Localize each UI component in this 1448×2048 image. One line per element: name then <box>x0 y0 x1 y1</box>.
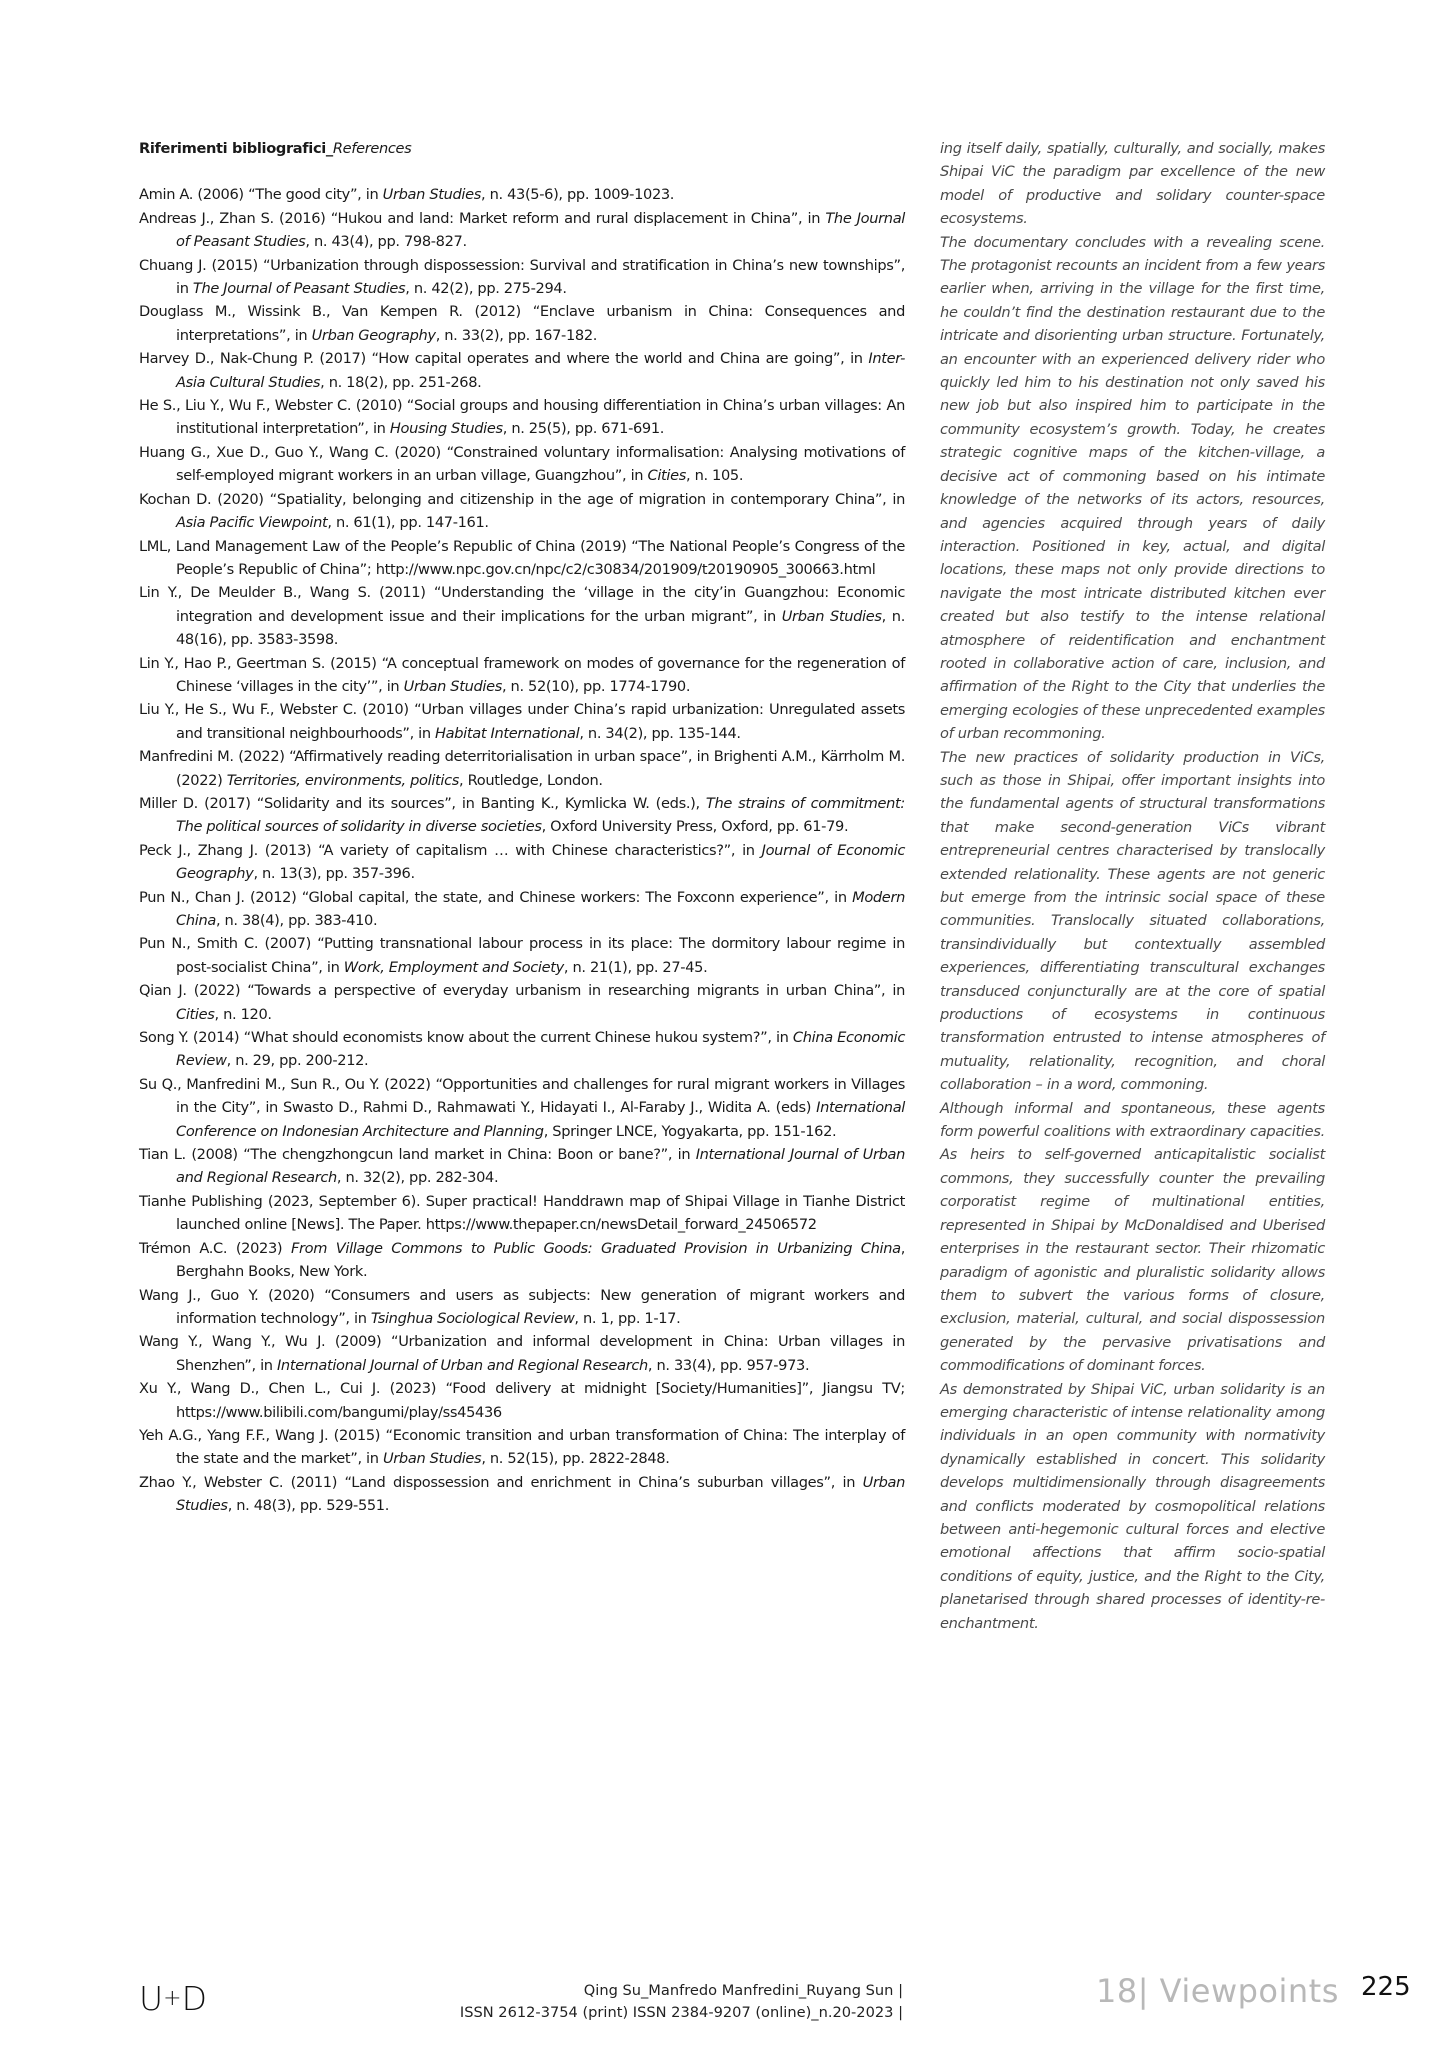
essay-paragraph: Although informal and spontaneous, these agents form powerful coalitions with extraordinary capacities. As heirs to self-governed anticapitalistic socialist commons, they successfully counter the prevailing corporatist regime of multinational entities, represented in Shipai by McDonaldised and Uberised enterprises in the restaurant sector. Their rhizomatic paradigm of agonistic and pluralistic solidarity allows them to subvert the various forms of closure, exclusion, material, cultural, and social dispossession generated by the pervasive privatisations and commodifications of dominant forces. <box>940 1099 1325 1375</box>
essay-paragraph: The documentary concludes with a revealing scene. The protagonist recounts an incident from a few years earlier when, arriving in the village for the first time, he couldn’t find the destination restaurant due to the intricate and disorienting urban structure. Fortunately, an encounter with an experienced delivery rider who quickly led him to his destination not only saved his new job but also inspired him to participate in the community ecosystem’s growth. Today, he creates strategic cognitive maps of the kitchen-village, a decisive act of commoning based on his intimate knowledge of the networks of its actors, resources, and agencies acquired through years of daily interaction. Positioned in key, actual, and digital locations, these maps not only provide directions to navigate the most intricate distributed kitchen ever created but also testify to the intense relational atmosphere of reidentification and enchantment rooted in collaborative action of care, inclusion, and affirmation of the Right to the City that underlies the emerging ecologies of these unprecedented examples of urban recommoning. <box>940 233 1325 743</box>
footer-issn: ISSN 2612-3754 (print) ISSN 2384-9207 (online)_n.20-2023 | <box>459 2004 903 2021</box>
reference-item: Zhao Y., Webster C. (2011) “Land dispossession and enrichment in China’s suburban villages”, in Urban Studies, n. 48(3), pp. 529-551. <box>139 1473 905 1515</box>
reference-item: Peck J., Zhang J. (2013) “A variety of capitalism … with Chinese characteristics?”, in Journal of Economic Geography, n. 13(3), pp. 357-396. <box>139 841 905 883</box>
reference-item: Song Y. (2014) “What should economists know about the current Chinese hukou system?”, in China Economic Review, n. 29, pp. 200-212. <box>139 1029 905 1070</box>
essay-paragraph: ing itself daily, spatially, culturally, and socially, makes Shipai ViC the paradigm par excellence of the new model of productive and solidary counter-space ecosystems. <box>940 140 1325 228</box>
references-heading: Riferimenti bibliografici_References <box>139 140 412 157</box>
reference-item: Huang G., Xue D., Guo Y., Wang C. (2020) “Constrained voluntary informalisation: Analysing motivations of self-employed migrant workers in an urban village, Guangzhou”, in Cities, n. 105. <box>139 443 905 485</box>
journal-logo: U + D <box>139 1978 208 2018</box>
reference-item: Trémon A.C. (2023) From Village Commons to Public Goods: Graduated Provision in Urbanizing China, Berghahn Books, New York. <box>139 1239 906 1281</box>
essay-paragraph: As demonstrated by Shipai ViC, urban solidarity is an emerging characteristic of intense relationality among individuals in an open community with normativity dynamically established in concert. This solidarity develops multidimensionally through disagreements and conflicts moderated by cosmopolitical relations between anti-hegemonic cultural forces and elective emotional affections that affirm socio-spatial conditions of equity, justice, and the Right to the City, planetarised through shared processes of identity-re-enchantment. <box>940 1380 1325 1632</box>
reference-item: Douglass M., Wissink B., Van Kempen R. (2012) “Enclave urbanism in China: Consequences and interpretations”, in Urban Geography, n. 33(2), pp. 167-182. <box>139 303 905 344</box>
reference-item: Tianhe Publishing (2023, September 6). Super practical! Handdrawn map of Shipai Village in Tianhe District launched online [News]. The Paper. https://www.thepaper.cn/newsDetail_forward_24506572 <box>139 1192 905 1234</box>
references-column <box>139 137 905 1518</box>
reference-item: LML, Land Management Law of the People’s Republic of China (2019) “The National People’s Congress of the People’s Republic of China”; http://www.npc.gov.cn/npc/c2/c30834/201909/t20190905_300663.html <box>139 537 905 578</box>
reference-item: Amin A. (2006) “The good city”, in Urban Studies, n. 43(5-6), pp. 1009-1023. <box>139 186 675 204</box>
reference-item: Kochan D. (2020) “Spatiality, belonging and citizenship in the age of migration in contemporary China”, in Asia Pacific Viewpoint, n. 61(1), pp. 147-161. <box>139 490 905 532</box>
reference-item: Lin Y., Hao P., Geertman S. (2015) “A conceptual framework on modes of governance for the regeneration of Chinese ‘villages in the city’”, in Urban Studies, n. 52(10), pp. 1774-1790. <box>139 654 905 695</box>
reference-item: Lin Y., De Meulder B., Wang S. (2011) “Understanding the ‘village in the city’in Guangzhou: Economic integration and development issue and their implications for the urban migrant”, in Urban Studies, n. 48(16), pp. 3583-3598. <box>139 584 905 649</box>
section-label: 18| Viewpoints <box>1096 1972 1339 2010</box>
reference-item: Su Q., Manfredini M., Sun R., Ou Y. (2022) “Opportunities and challenges for rural migrant workers in Villages in the City”, in Swasto D., Rahmi D., Rahmawati Y., Hidayati I., Al-Faraby J., Widita A. (eds) International Conference on Indonesian Architecture and Planning, Springer LNCE, Yogyakarta, pp. 151-162. <box>139 1075 905 1140</box>
reference-item: Miller D. (2017) “Solidarity and its sources”, in Banting K., Kymlicka W. (eds.), The strains of commitment: The political sources of solidarity in diverse societies, Oxford University Press, Oxford, pp. 61-79. <box>139 794 905 836</box>
reference-item: Xu Y., Wang D., Chen L., Cui J. (2023) “Food delivery at midnight [Society/Humanities]”, Jiangsu TV; https://www.bilibili.com/bangumi/play/ss45436 <box>139 1380 905 1421</box>
reference-item: Yeh A.G., Yang F.F., Wang J. (2015) “Economic transition and urban transformation of China: The interplay of the state and the market”, in Urban Studies, n. 52(15), pp. 2822-2848. <box>139 1426 905 1468</box>
reference-item: He S., Liu Y., Wu F., Webster C. (2010) “Social groups and housing differentiation in China’s urban villages: An institutional interpretation”, in Housing Studies, n. 25(5), pp. 671-691. <box>139 397 905 438</box>
reference-item: Pun N., Chan J. (2012) “Global capital, the state, and Chinese workers: The Foxconn experience”, in Modern China, n. 38(4), pp. 383-410. <box>139 888 905 929</box>
reference-item: Wang Y., Wang Y., Wu J. (2009) “Urbanization and informal development in China: Urban villages in Shenzhen”, in International Journal of Urban and Regional Research, n. 33(4), pp. 957-973. <box>139 1333 905 1374</box>
reference-item: Harvey D., Nak-Chung P. (2017) “How capital operates and where the world and China are going”, in Inter-Asia Cultural Studies, n. 18(2), pp. 251-268. <box>139 350 905 391</box>
reference-item: Qian J. (2022) “Towards a perspective of everyday urbanism in researching migrants in urban China”, in Cities, n. 120. <box>139 982 905 1023</box>
footer-authors: Qing Su_Manfredo Manfredini_Ruyang Sun | <box>583 1982 903 1999</box>
footer-info <box>303 1980 903 2024</box>
essay-column <box>940 137 1325 1635</box>
reference-item: Andreas J., Zhan S. (2016) “Hukou and land: Market reform and rural displacement in China”, in The Journal of Peasant Studies, n. 43(4), pp. 798-827. <box>139 209 905 251</box>
essay-paragraph: The new practices of solidarity production in ViCs, such as those in Shipai, offer important insights into the fundamental agents of structural transformations that make second-generation ViCs vibrant entrepreneurial centres characterised by translocally extended relationality. These agents are not generic but emerge from the intrinsic social space of these communities. Translocally situated collaborations, transindividually but contextually assembled experiences, differentiating transcultural exchanges transduced conjuncturally are at the core of spatial productions of ecosystems in continuous transformation entrusted to intense atmospheres of mutuality, relationality, recognition, and choral collaboration – in a word, commoning. <box>940 748 1325 1094</box>
reference-item: Tian L. (2008) “The chengzhongcun land market in China: Boon or bane?”, in International Journal of Urban and Regional Research, n. 32(2), pp. 282-304. <box>139 1146 905 1187</box>
reference-item: Pun N., Smith C. (2007) “Putting transnational labour process in its place: The dormitory labour regime in post-socialist China”, in Work, Employment and Society, n. 21(1), pp. 27-45. <box>139 935 905 976</box>
reference-item: Chuang J. (2015) “Urbanization through dispossession: Survival and stratification in China’s new townships”, in The Journal of Peasant Studies, n. 42(2), pp. 275-294. <box>139 256 905 298</box>
reference-item: Manfredini M. (2022) “Affirmatively reading deterritorialisation in urban space”, in Brighenti A.M., Kärrholm M. (2022) Territories, environments, politics, Routledge, London. <box>139 748 905 789</box>
reference-list <box>139 183 905 1517</box>
reference-item: Liu Y., He S., Wu F., Webster C. (2010) “Urban villages under China’s rapid urbanization: Unregulated assets and transitional neighbourhoods”, in Habitat International, n. 34(2), pp. 135-144. <box>139 701 905 742</box>
reference-item: Wang J., Guo Y. (2020) “Consumers and users as subjects: New generation of migrant workers and information technology”, in Tsinghua Sociological Review, n. 1, pp. 1-17. <box>139 1286 905 1327</box>
page-number: 225 <box>1361 1972 1411 2002</box>
